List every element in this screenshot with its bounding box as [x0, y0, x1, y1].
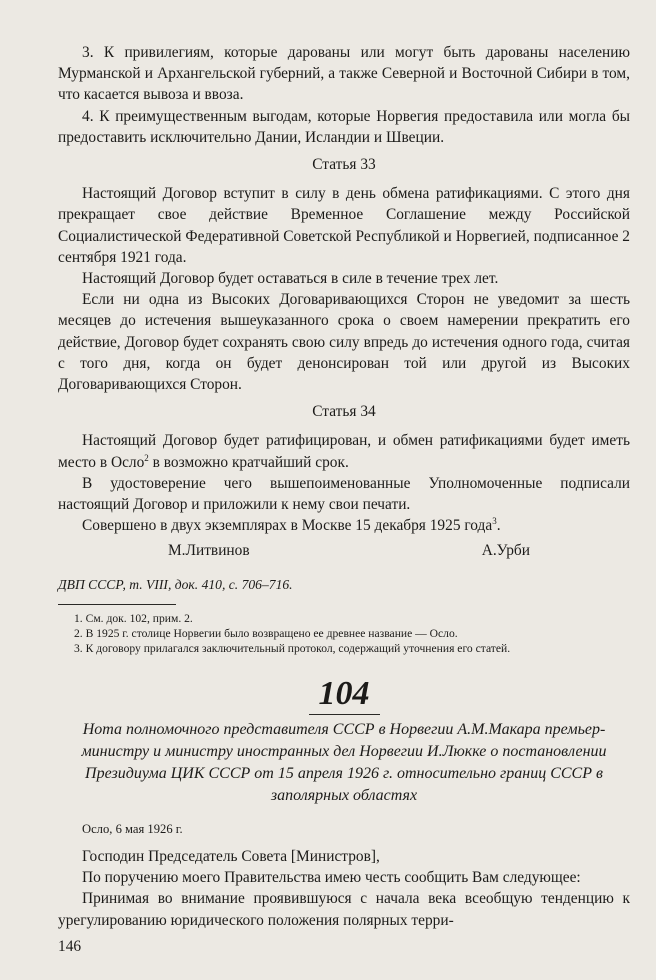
footnote: 2. В 1925 г. столице Норвегии было возвращено ее древнее название — Осло.: [74, 626, 458, 640]
article-33-heading: Статья 33: [312, 156, 376, 174]
footnote: 3. К договору прилагался заключительный протокол, содержащий уточнения его статей.: [74, 641, 511, 655]
salutation: Господин Председатель Совета [Министров],: [82, 848, 380, 866]
text-run: .: [496, 517, 501, 535]
footnote: 1. См. док. 102, прим. 2.: [74, 611, 193, 625]
article-33-paragraph: Настоящий Договор будет оставаться в силе в течение трех лет.: [82, 270, 499, 288]
paragraph-3: 3. К привилегиям, которые дарованы или могут быть дарованы населению Мурманской и Архангельской губерний, а также Северной и Восточной Сибири в том, что касается вывоза и ввоза.: [58, 44, 630, 104]
page-body: [58, 42, 630, 931]
signature-right: А.Урби: [481, 542, 530, 560]
footnote-divider: [58, 604, 176, 605]
article-34-heading: Статья 34: [312, 403, 376, 421]
place-date: Осло, 6 мая 1926 г.: [82, 821, 183, 836]
article-34-paragraph: [58, 515, 630, 536]
paragraph-4: 4. К преимущественным выгодам, которые Норвегия предоставила или могла бы предоставить исключительно Дании, Исландии и Швеции.: [58, 107, 630, 146]
signature-left: М.Литвинов: [168, 542, 250, 560]
page-number: 146: [58, 938, 82, 955]
signatures: [58, 536, 630, 565]
article-33-paragraph: Если ни одна из Высоких Договаривающихся Сторон не уведомит за шесть месяцев до истечения вышеуказанного срока о своем намерении прекратить его действие, Договор будет сохранять свою силу впредь до истечения одного года, считая с того дня, когда он будет денонсирован той или другой из Высоких Договаривающихся Сторон.: [58, 291, 630, 394]
text-run: Совершено в двух экземплярах в Москве 15 декабря 1925 года: [82, 517, 493, 535]
article-33-paragraph: Настоящий Договор вступит в силу в день обмена ратификациями. С этого дня прекращает свое действие Временное Соглашение между Российской Социалистической Федеративной Советской Республикой и Норвегией, подписанное 2 сентября 1921 года.: [58, 185, 630, 266]
article-34-paragraph: В удостоверение чего вышепоименованные Уполномоченные подписали настоящий Договор и приложили к нему свои печати.: [58, 474, 630, 514]
letter-paragraph: По поручению моего Правительства имею честь сообщить Вам следующее:: [82, 869, 581, 887]
footnote-ref[interactable]: 2: [144, 452, 149, 463]
document-title: Нота полномочного представителя СССР в Норвегии А.М.Макара премьер-министру и министру иностранных дел Норвегии И.Люкке о постановлении Президиума ЦИК СССР от 15 апреля 1926 г. относительно границ СССР в заполярных областях: [81, 720, 607, 804]
document-number: [58, 674, 630, 715]
letter-paragraph: Принимая во внимание проявившуюся с начала века всеобщую тенденцию к урегулированию юридического положения полярных терри-: [58, 890, 630, 929]
source-citation: ДВП СССР, т. VIII, док. 410, с. 706–716.: [58, 576, 293, 592]
footnote-ref[interactable]: 3: [492, 516, 497, 527]
document-number-text: 104: [309, 674, 380, 715]
article-34-paragraph: [58, 430, 630, 472]
text-run: Настоящий Договор будет ратифицирован, и обмен ратификациями будет иметь место в Осло: [58, 432, 630, 471]
text-run: в возможно кратчайший срок.: [148, 453, 349, 471]
